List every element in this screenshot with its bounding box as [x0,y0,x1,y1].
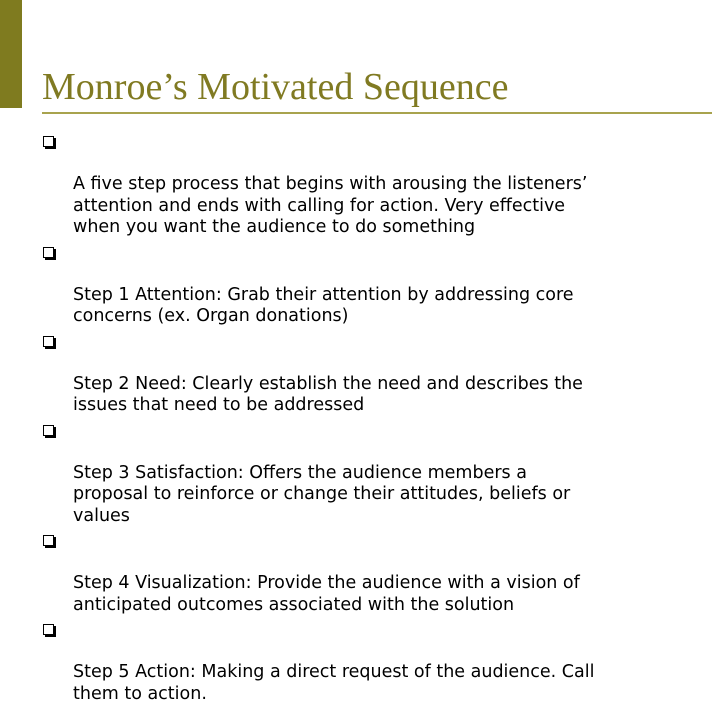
accent-side-bar [0,0,22,108]
hollow-square-bullet-icon [43,425,54,436]
bullet-text: Step 5 Action: Making a direct request of the audience. Call them to action. [73,662,595,704]
bullet-text: Step 3 Satisfaction: Offers the audience members a proposal to reinforce or change their attitudes, beliefs or values [73,462,571,526]
bullet-item-step-5 [42,619,692,705]
hollow-square-bullet-icon [43,624,54,635]
bullet-item-overview [42,131,692,239]
bullet-text: Step 1 Attention: Grab their attention by addressing core concerns (ex. Organ donations) [73,284,574,326]
slide-title: Monroe’s Motivated Sequence [42,66,509,108]
bullet-text: A five step process that begins with arousing the listeners’ attention and ends with calling for action. Very effective when you want the audience to do something [73,174,588,237]
hollow-square-bullet-icon [43,535,54,546]
bullet-text: Step 4 Visualization: Provide the audience with a vision of anticipated outcomes associated with the solution [73,573,580,615]
bullet-item-step-4 [42,530,692,616]
bullet-list [42,131,692,708]
hollow-square-bullet-icon [43,336,54,347]
bullet-item-step-3 [42,420,692,528]
hollow-square-bullet-icon [43,247,54,258]
hollow-square-bullet-icon [43,136,54,147]
title-underline-rule [42,112,712,114]
bullet-item-step-2 [42,331,692,417]
bullet-text: Step 2 Need: Clearly establish the need and describes the issues that need to be addressed [73,373,583,415]
bullet-item-step-1 [42,242,692,328]
